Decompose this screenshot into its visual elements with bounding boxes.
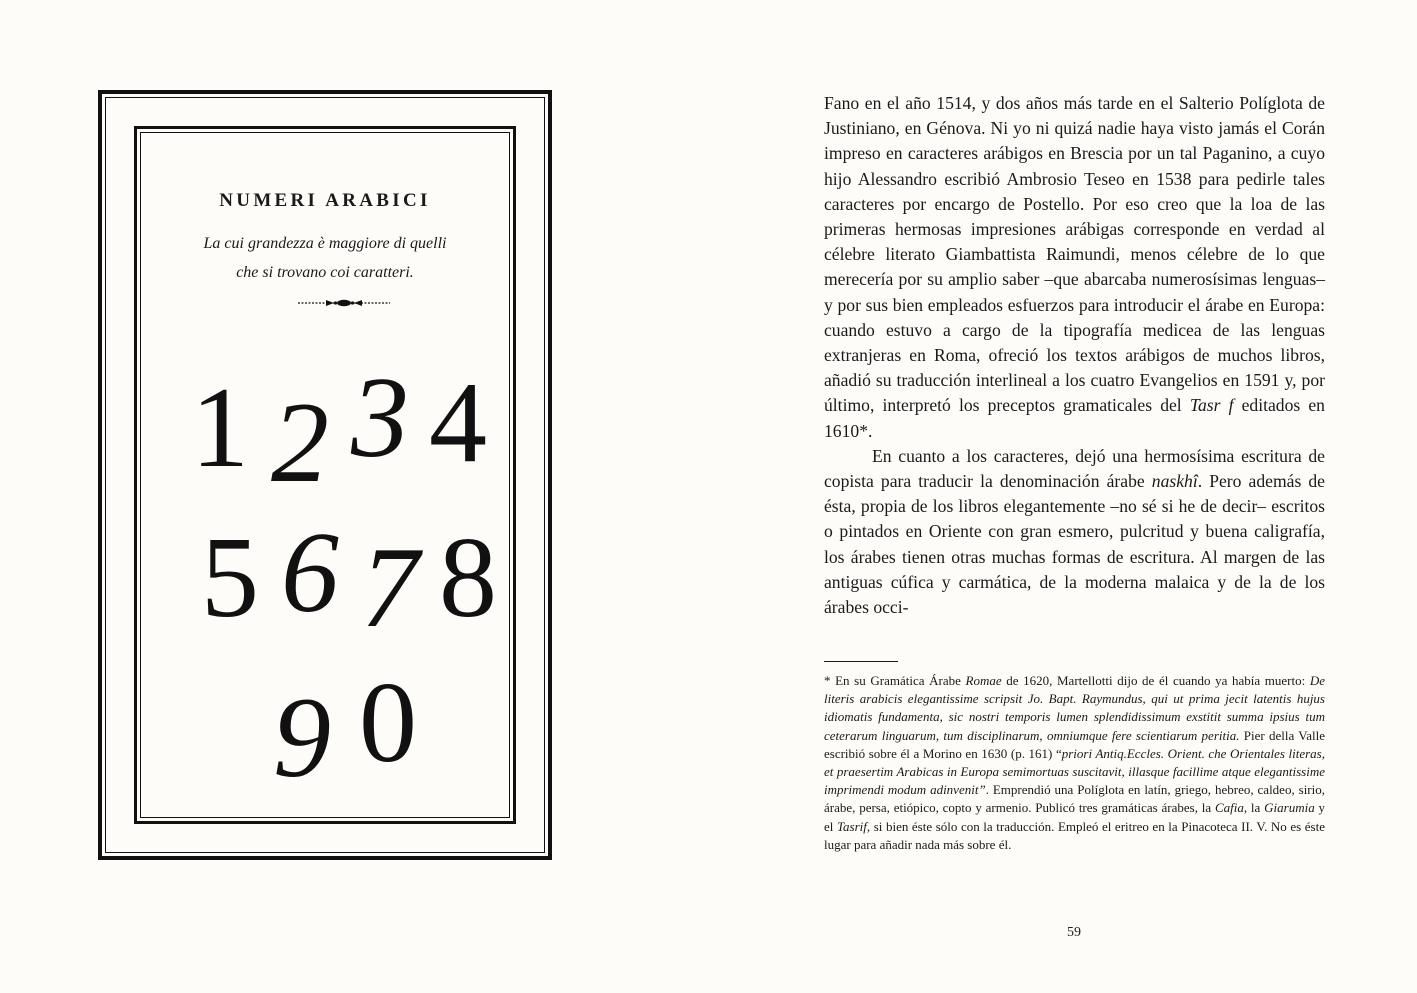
paragraph-1-tail: editados en 1610*. xyxy=(824,395,1325,441)
footnote-part-8: Cafia xyxy=(1214,800,1244,816)
footnote xyxy=(824,672,1325,854)
paragraph-1-italic: Tasr f xyxy=(1189,395,1234,416)
footnote-part-7: . Emprendió una Políglota en latín, griego, hebreo, caldeo, sirio, árabe, persa, etiópico, copto y armenio. Publicó tres gramáticas árabes, la xyxy=(824,782,1325,816)
footnote-part-12: Tasrif xyxy=(836,818,867,834)
footnote-part-3: de 1620, Martellotti dijo de él cuando ya había muerto: xyxy=(1006,673,1306,688)
paragraph-1 xyxy=(824,91,1325,444)
numeral-0: 0 xyxy=(359,659,417,787)
plate-subtitle-line-1: La cui grandezza è maggiore di quelli xyxy=(203,235,447,252)
plate-subtitle xyxy=(160,229,490,287)
paragraph-2-text: En cuanto a los caracteres, dejó una hermosísima escritura de copista para traducir la denominación árabe xyxy=(824,445,1325,492)
plate-title: NUMERI ARABICI xyxy=(219,190,431,211)
body-text xyxy=(824,91,1325,620)
footnote-rule xyxy=(824,661,898,662)
paragraph-1-text: Fano en el año 1514, y dos años más tarde en el Salterio Políglota de Justiniano, en Génova. Ni yo ni quizá nadie haya visto jamás el Corán impreso en caracteres arábigos en Brescia por un tal Paganino, a cuyo hijo Alessandro escribió Ambrosio Teseo en 1538 para pedirle tales caracteres por encargo de Postello. Por eso creo que la loa de las primeras hermosas impresiones arábigas corresponde en verdad al célebre literato Giambattista Raimundi, menos célebre de lo que merecería por su amplio saber –que abarcaba numerosísimas lenguas– y por sus bien empleados esfuerzos para introducir el árabe en Europa: cuando estuvo a cargo de la tipografía medicea de las lenguas extranjeras en Roma, ofreció los textos arábigos de muchos libros, añadió su traducción interlineal a los cuatro Evangelios en 1591 y, por último, interpretó los preceptos gramaticales del xyxy=(824,93,1325,416)
footnote-part-5: Pier della Valle escribió sobre él a Morino en 1630 (p. 161) “ xyxy=(824,727,1325,761)
footnote-part-11: y el xyxy=(824,800,1326,834)
numeral-2: 2 xyxy=(271,379,329,507)
numeral-1: 1 xyxy=(191,364,249,492)
page-number: 59 xyxy=(1067,925,1081,940)
numeral-4: 4 xyxy=(429,359,487,487)
numeral-7: 7 xyxy=(361,524,419,652)
footnote-part-2: Romae xyxy=(965,673,1002,688)
paragraph-2 xyxy=(824,444,1325,620)
footnote-part-10: Giarumia xyxy=(1264,800,1315,816)
numeral-8: 8 xyxy=(439,514,497,642)
numeral-3: 3 xyxy=(351,354,409,482)
numeral-5: 5 xyxy=(201,514,259,642)
paragraph-2-italic: naskhî xyxy=(1151,471,1198,492)
footnote-part-6: priori Antiq.Eccles. Orient. che Orientales literas, et praesertim Arabicas in Europa semimortuas suscitavit, illasque facillime atque elegantissime imprimendi modum adinvenit” xyxy=(824,745,1325,798)
plate-subtitle-line-2: che si trovano coi caratteri. xyxy=(236,264,414,281)
footnote-part-1: * En su Gramática Árabe xyxy=(824,673,961,688)
footnote-part-9: , la xyxy=(1243,800,1261,816)
numeral-6: 6 xyxy=(281,509,339,637)
paragraph-2-tail: . Pero además de ésta, propia de los libros elegantemente –no sé si he de decir– escritos o pintados en Oriente con gran esmero, pulcritud y buena caligrafía, los árabes tienen otras muchas formas de escritura. Al margen de las antiguas cúfica y carmática, de la moderna malaica y de la de los árabes occi- xyxy=(824,471,1325,618)
footnote-part-13: , si bien éste sólo con la traducción. Empleó el eritreo en la Pinacoteca II. V. No es éste lugar para añadir nada más sobre él. xyxy=(824,818,1326,852)
footnote-part-4: De literis arabicis elegantissime scripsit Jo. Bapt. Raymundus, qui ut prima jecit latentis hujus idiomatis fundamenta, sic nostri temporis lumen splendidissimum exstitit summa ipsius tum ceterarum linguarum, tum disciplinarum, omniumque fere scientiarum peritia. xyxy=(824,673,1326,743)
numeral-9: 9 xyxy=(273,674,331,802)
typographic-dash-ornament-icon xyxy=(296,297,392,309)
